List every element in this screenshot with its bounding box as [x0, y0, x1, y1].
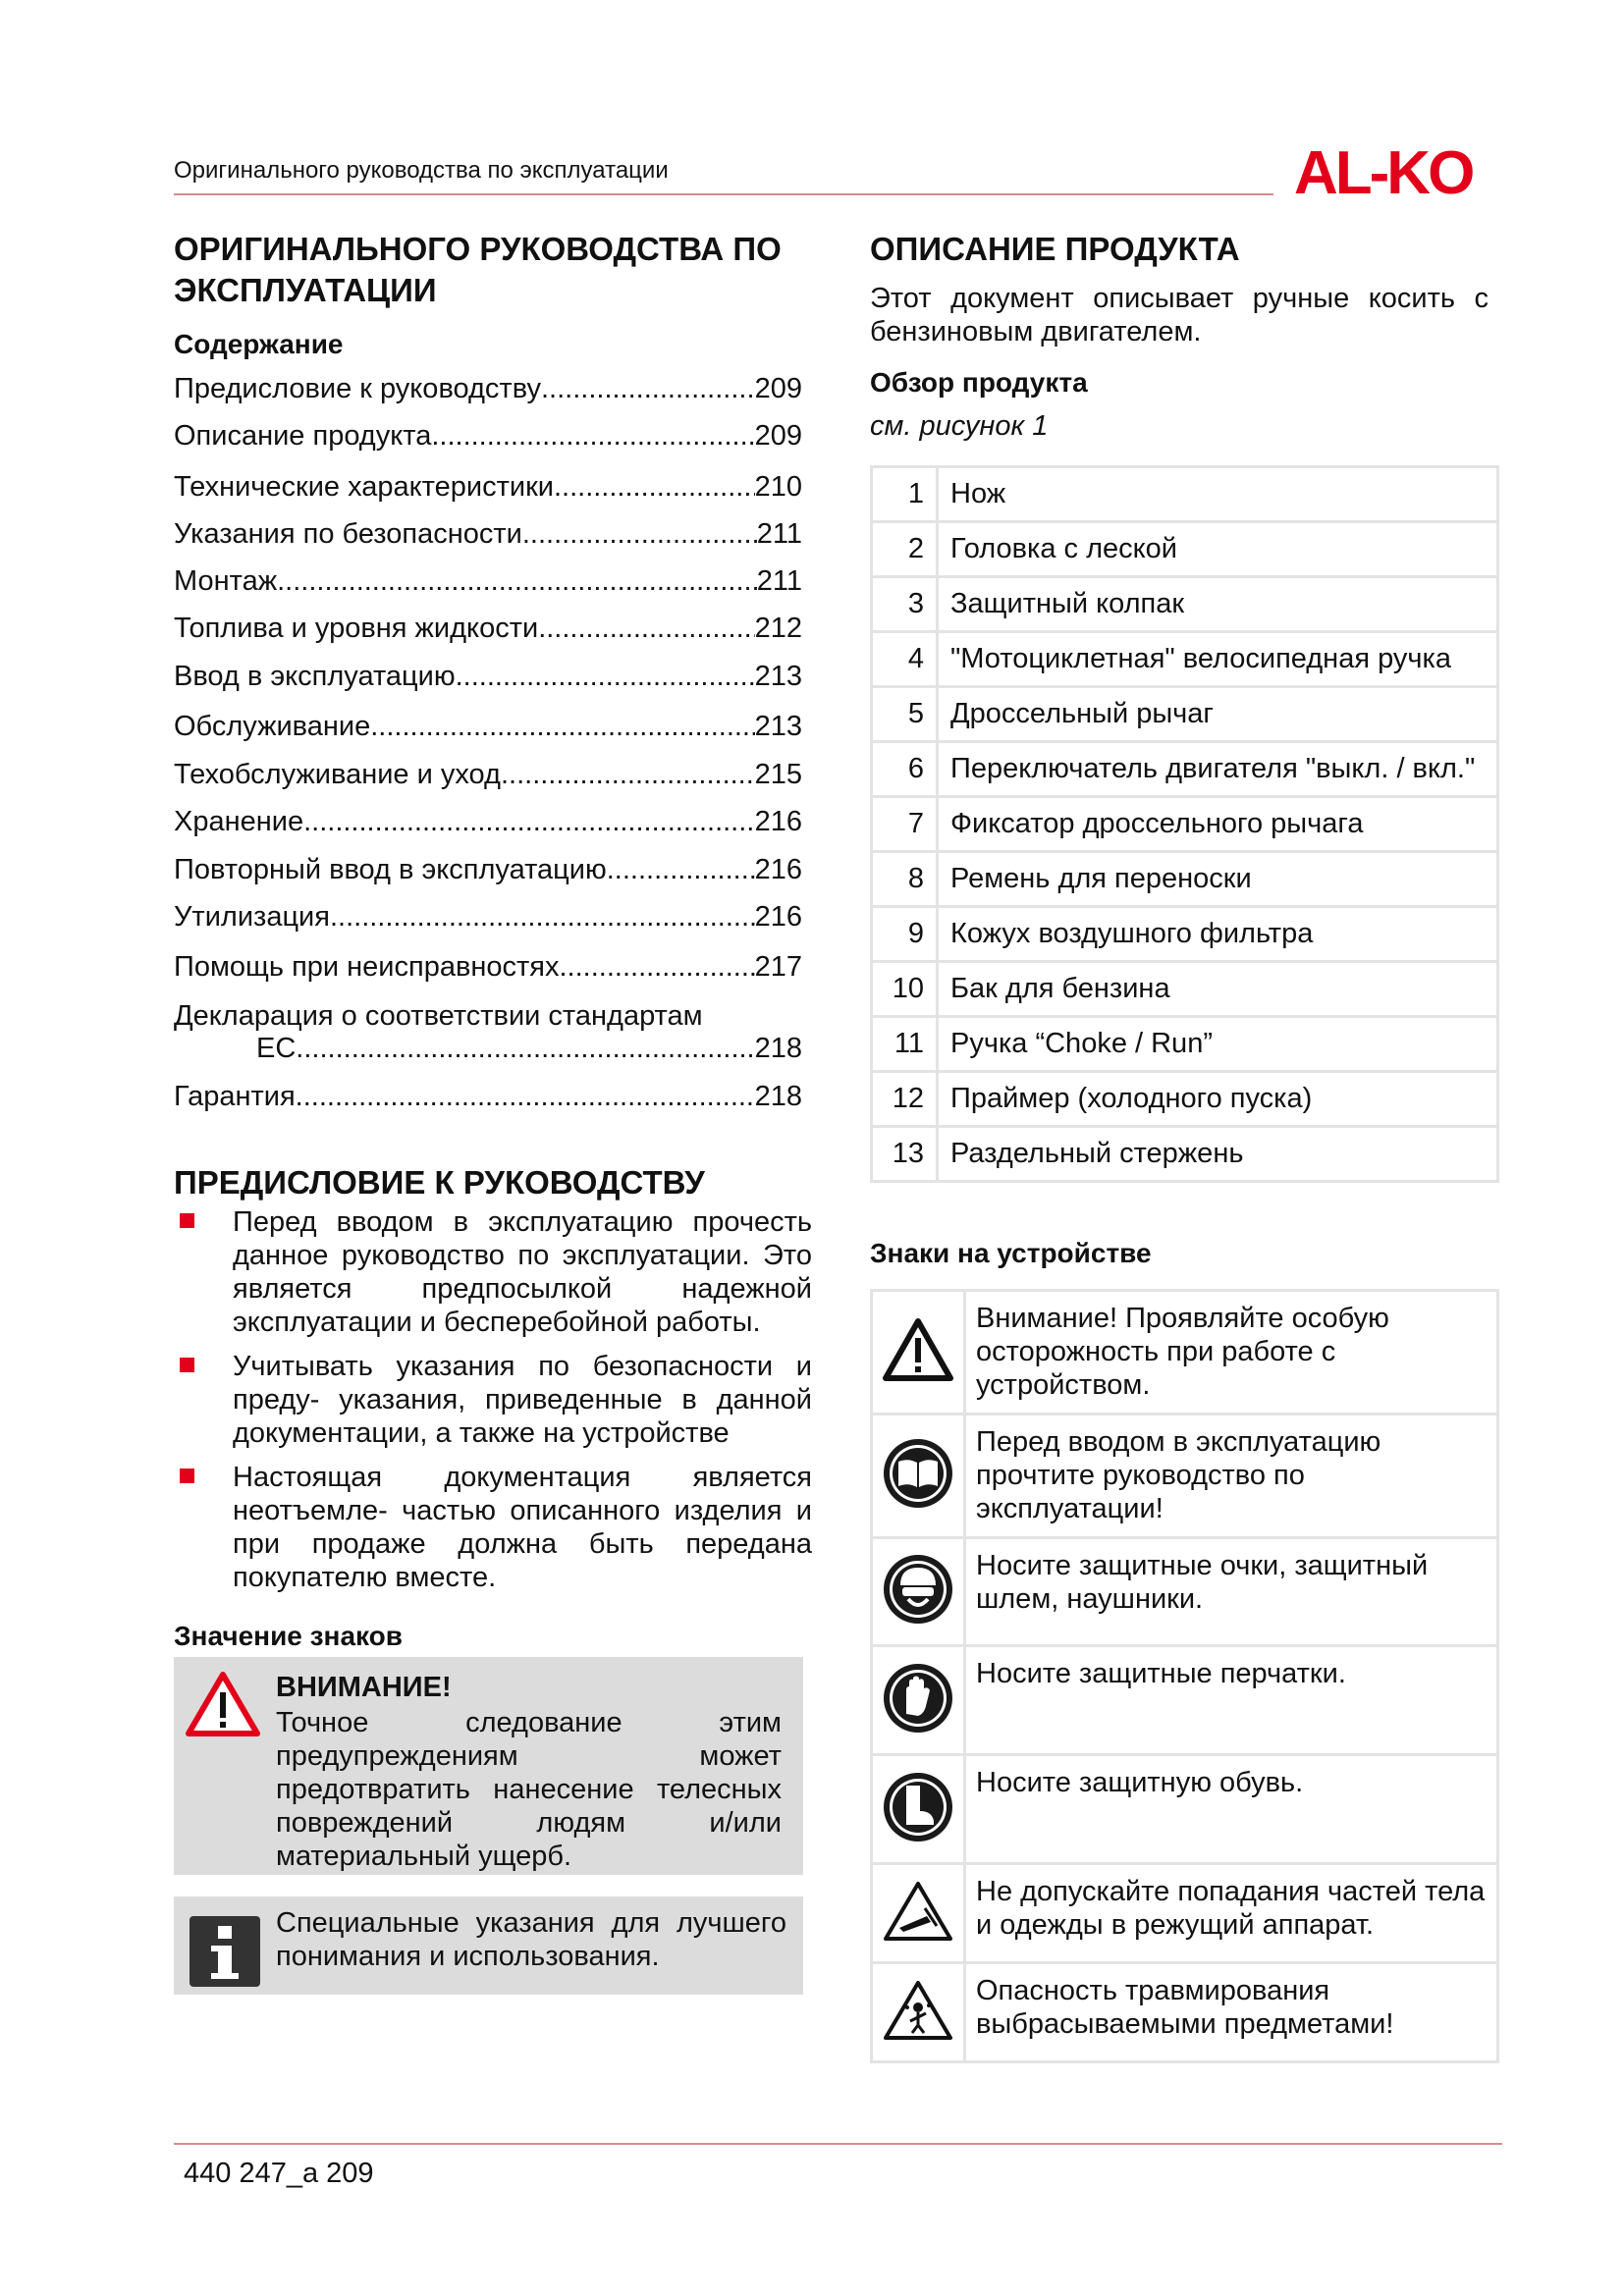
info-icon: [189, 1916, 260, 1987]
sign-text: Носите защитные очки, защитный шлем, наушники.: [965, 1538, 1498, 1646]
brand-logo: [1294, 139, 1502, 207]
read-manual-icon: [881, 1436, 955, 1511]
protective-gear-icon: [881, 1552, 955, 1627]
warning-title: ВНИМАНИЕ!: [276, 1672, 452, 1703]
toc-item[interactable]: Предисловие к руководству ..... 209: [174, 373, 802, 404]
footer-doc-number: 440 247_a 209: [184, 2158, 374, 2189]
bullet-marker: [180, 1213, 194, 1228]
toc-item[interactable]: Описание продукта ..... 209: [174, 420, 802, 452]
main-title: ОРИГИНАЛЬНОГО РУКОВОДСТВА ПО ЭКСПЛУАТАЦИИ: [174, 231, 782, 308]
toc-item[interactable]: Гарантия ..... 218: [174, 1081, 802, 1112]
info-notice: [174, 1896, 803, 1995]
table-row: 3 Защитный колпак: [872, 577, 1498, 632]
gloves-icon: [881, 1661, 955, 1735]
list-item: Перед вводом в эксплуатацию прочесть данное руководство по эксплуатации. Это является предпосылкой надежной эксплуатации и бесперебойной работы.: [174, 1205, 812, 1339]
toc-item[interactable]: Указания по безопасности ..... 211: [174, 518, 802, 550]
table-row: [872, 1755, 1498, 1864]
table-row: 8 Ремень для переноски: [872, 852, 1498, 907]
signs-meaning-heading: Значение знаков: [174, 1621, 403, 1651]
toc-heading: Содержание: [174, 329, 344, 359]
warning-triangle-icon: [186, 1671, 260, 1737]
table-of-contents: [174, 373, 802, 1112]
table-row: 4 "Мотоциклетная" велосипедная ручка: [872, 632, 1498, 687]
toc-item[interactable]: Монтаж ..... 211: [174, 565, 802, 597]
toc-item[interactable]: Топлива и уровня жидкости ..... 212: [174, 613, 802, 644]
sign-text: Перед вводом в эксплуатацию прочтите руководство по эксплуатации!: [965, 1415, 1498, 1538]
table-row: [872, 1864, 1498, 1963]
toc-item[interactable]: Ввод в эксплуатацию ..... 213: [174, 661, 802, 692]
parts-table: [870, 465, 1499, 1183]
sign-text: Носите защитные перчатки.: [965, 1646, 1498, 1755]
table-row: 6 Переключатель двигателя "выкл. / вкл.": [872, 742, 1498, 797]
product-heading: ОПИСАНИЕ ПРОДУКТА: [870, 231, 1240, 267]
overview-heading: Обзор продукта: [870, 367, 1088, 398]
list-item: Учитывать указания по безопасности и преду- указания, приведенные в данной документации, а также на устройстве: [174, 1350, 812, 1450]
table-row: [872, 1646, 1498, 1755]
table-row: [872, 1415, 1498, 1538]
toc-item[interactable]: Технические характеристики ..... 210: [174, 471, 802, 503]
table-row: 1 Нож: [872, 467, 1498, 522]
foreword-heading: ПРЕДИСЛОВИЕ К РУКОВОДСТВУ: [174, 1164, 705, 1201]
sign-text: Внимание! Проявляйте особую осторожность при работе с устройством.: [965, 1291, 1498, 1415]
toc-item[interactable]: Повторный ввод в эксплуатацию ..... 216: [174, 854, 802, 885]
toc-item[interactable]: Декларация о соответствии стандартам: [174, 1000, 703, 1032]
table-row: 9 Кожух воздушного фильтра: [872, 907, 1498, 962]
logo-text: AL-KO: [1294, 139, 1473, 207]
boots-icon: [881, 1770, 955, 1844]
warning-triangle-icon: [882, 1316, 954, 1383]
footer-divider: [174, 2143, 1502, 2145]
bullet-marker: [180, 1358, 194, 1372]
bullet-marker: [180, 1468, 194, 1483]
table-row: 11 Ручка “Choke / Run”: [872, 1017, 1498, 1072]
warning-notice: [174, 1657, 803, 1875]
toc-item[interactable]: ЕС ..... 218: [174, 1033, 802, 1064]
warning-text: Точное следование этим предупреждениям может предотвратить нанесение телесных повреждений людям и/или материальный ущерб.: [276, 1707, 782, 1872]
sign-text: Опасность травмирования выбрасываемыми предметами!: [965, 1963, 1498, 2062]
header-divider: [174, 193, 1273, 195]
list-item: Настоящая документация является неотъемле- частью описанного изделия и при продаже должна быть передана покупателю вместе.: [174, 1461, 812, 1594]
blade-hazard-icon: [882, 1879, 954, 1944]
header-title: Оригинального руководства по эксплуатации: [174, 157, 669, 184]
overview-ref: см. рисунок 1: [870, 410, 1049, 442]
table-row: 7 Фиксатор дроссельного рычага: [872, 797, 1498, 852]
table-row: 5 Дроссельный рычаг: [872, 687, 1498, 742]
device-signs-heading: Знаки на устройстве: [870, 1238, 1152, 1268]
thrown-objects-icon: [882, 1978, 954, 2043]
table-row: 10 Бак для бензина: [872, 962, 1498, 1017]
foreword-bullets: [174, 1205, 812, 1605]
table-row: 2 Головка с леской: [872, 522, 1498, 577]
info-text: Специальные указания для лучшего понимания и использования.: [276, 1907, 786, 1972]
toc-item[interactable]: Обслуживание ..... 213: [174, 711, 802, 742]
product-text: Этот документ описывает ручные косить с бензиновым двигателем.: [870, 283, 1489, 347]
toc-item[interactable]: Техобслуживание и уход ..... 215: [174, 759, 802, 790]
sign-text: Носите защитную обувь.: [965, 1755, 1498, 1864]
signs-table: [870, 1289, 1499, 2063]
table-row: [872, 1538, 1498, 1646]
toc-item[interactable]: Утилизация ..... 216: [174, 901, 802, 933]
table-row: [872, 1291, 1498, 1415]
toc-item[interactable]: Хранение ..... 216: [174, 806, 802, 837]
table-row: 13 Раздельный стержень: [872, 1127, 1498, 1182]
toc-item[interactable]: Помощь при неисправностях ..... 217: [174, 951, 802, 983]
table-row: 12 Праймер (холодного пуска): [872, 1072, 1498, 1127]
sign-text: Не допускайте попадания частей тела и одежды в режущий аппарат.: [965, 1864, 1498, 1963]
table-row: [872, 1963, 1498, 2062]
